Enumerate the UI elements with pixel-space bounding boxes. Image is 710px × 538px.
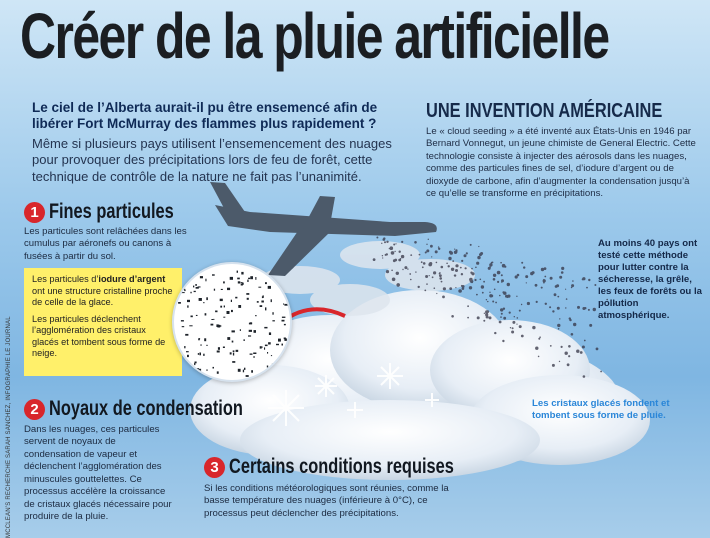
- callout-text: ont une structure cristalline proche de celle de la glace.: [32, 285, 173, 307]
- section-2-title: Noyaux de condensation: [49, 397, 243, 420]
- section-1-title: Fines particules: [49, 200, 174, 223]
- lead-body: Même si plusieurs pays utilisent l’ensemencement des nuages pour provoquer des précipitations lors de feu de forêt, cette technique de contrôle de la nature ne fait pas l’unanimité.: [32, 136, 392, 184]
- invention-title: UNE INVENTION AMÉRICAINE: [426, 100, 663, 122]
- section-3-body: Si les conditions météorologiques sont réunies, comme la basse température des nuages (inférieure à 0°C), ce processus peut déclencher des précipitations.: [204, 483, 449, 519]
- callout-paragraph-2: Les particules déclenchent l’agglomération des cristaux glacés et tombent sous forme de neige.: [32, 313, 166, 358]
- callout-box: [24, 268, 182, 376]
- lead-question: Le ciel de l’Alberta aurait-il pu être ensemencé afin de libérer Fort McMurray des flammes plus rapidement ?: [32, 100, 378, 132]
- crystal-magnifier: [172, 262, 292, 382]
- section-2-body: Dans les nuages, ces particules servent de noyaux de condensation de vapeur et déclenchent l’agglomération des minuscules gouttelettes. Ce processus accélère la croissance de cristaux glacés nécessaire pour produire de la pluie.: [24, 424, 172, 523]
- section-2-heading: [24, 397, 298, 421]
- page-title: Créer de la pluie artificielle: [20, 0, 609, 72]
- section-3-title: Certains conditions requises: [229, 455, 454, 478]
- callout-paragraph-1: [32, 274, 174, 309]
- credit-line: MCCLEAN’S RECHERCHE SARAH SANCHEZ, INFOGRAPHIE LE JOURNAL: [6, 316, 12, 538]
- section-1-body: Les particules sont relâchées dans les cumulus par aéronefs ou canons à fusées à partir du sol.: [24, 226, 187, 262]
- invention-body: Le « cloud seeding » a été inventé aux États-Unis en 1946 par Bernard Vonnegut, un jeune chimiste de General Electric. Cette technologie consiste à injecter des aérosols dans les nuages, comme des particules fines de sel, d’iodure d’argent ou de dioxyde de carbone, afin d’augmenter la condensation jusqu’à ce qu’elle se transforme en précipitations.: [426, 126, 696, 200]
- section-3-number: 3: [204, 457, 225, 478]
- callout-bold-text: iodure d’argent: [98, 274, 166, 284]
- section-3-heading: [204, 455, 517, 479]
- melt-note: Les cristaux glacés fondent et tombent sous forme de pluie.: [532, 398, 670, 421]
- countries-note: Au moins 40 pays ont testé cette méthode pour lutter contre la sécheresse, la grêle, les feux de forêts ou la pollution atmosphérique.: [598, 238, 702, 321]
- section-2-number: 2: [24, 399, 45, 420]
- crystal-dots: [174, 264, 290, 380]
- section-1-heading: [24, 200, 209, 224]
- callout-text: Les particules d’: [32, 274, 99, 284]
- section-1-number: 1: [24, 202, 45, 223]
